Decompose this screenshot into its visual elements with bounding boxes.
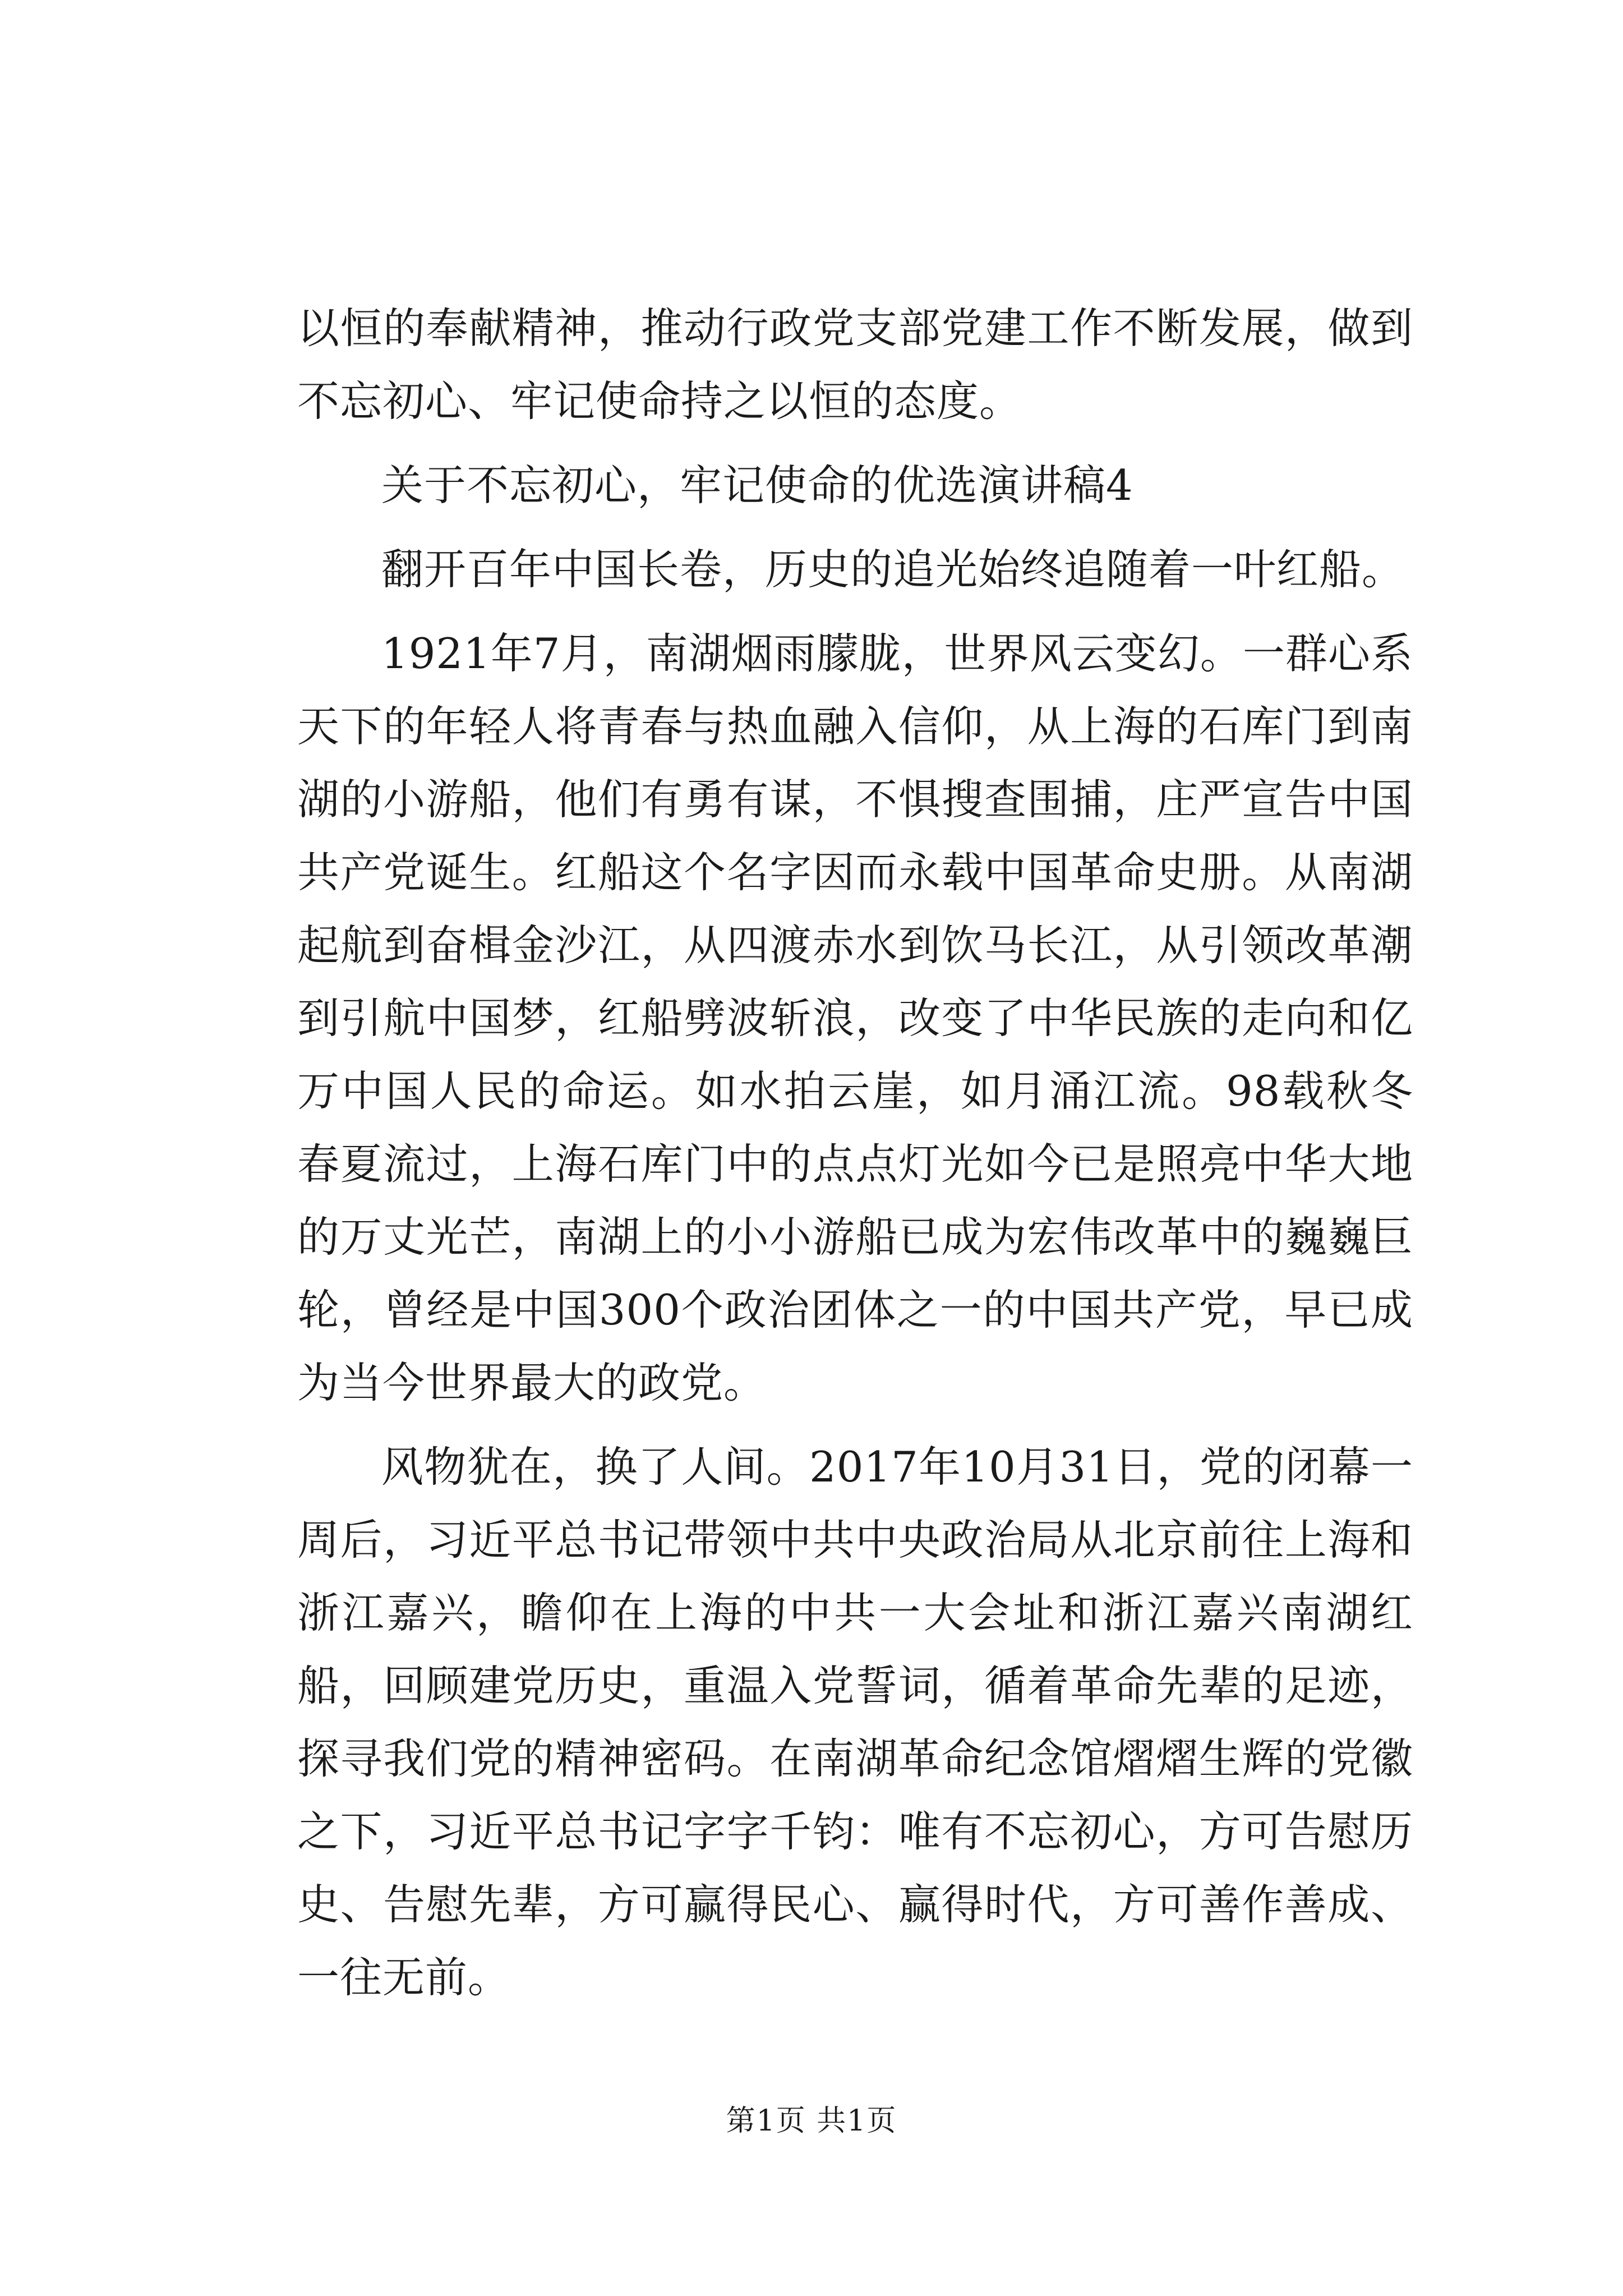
page-footer [0,2097,1623,2139]
document-body [297,292,1413,2014]
paragraph-history: 1921年7月，南湖烟雨朦胧，世界风云变幻。一群心系天下的年轻人将青春与热血融入信仰，从上海的石库门到南湖的小游船，他们有勇有谋，不惧搜查围捕，庄严宣告中国共产党诞生。红船这个名字因而永载中国革命史册。从南湖起航到奋楫金沙江，从四渡赤水到饮马长江，从引领改革潮到引航中国梦，红船劈波斩浪，改变了中华民族的走向和亿万中国人民的命运。如水拍云崖，如月涌江流。98载秋冬春夏流过，上海石库门中的点点灯光如今已是照亮中华大地的万丈光芒，南湖上的小小游船已成为宏伟改革中的巍巍巨轮，曾经是中国300个政治团体之一的中国共产党，早已成为当今世界最大的政党。 [297,629,1413,1407]
section-heading: 关于不忘初心，牢记使命的优选演讲稿4 [381,461,1133,510]
paragraph-visit: 风物犹在，换了人间。2017年10月31日，党的闭幕一周后，习近平总书记带领中共中央政治局从北京前往上海和浙江嘉兴，瞻仰在上海的中共一大会址和浙江嘉兴南湖红船，回顾建党历史，重温入党誓词，循着革命先辈的足迹，探寻我们党的精神密码。在南湖革命纪念馆熠熠生辉的党徽之下，习近平总书记字字千钧：唯有不忘初心，方可告慰历史、告慰先辈，方可赢得民心、赢得时代，方可善作善成、一往无前。 [297,1442,1413,2002]
paragraph-continuation: 以恒的奉献精神，推动行政党支部党建工作不断发展，做到不忘初心、牢记使命持之以恒的态度。 [297,303,1413,426]
page-number-label: 第1页 共1页 [726,2104,897,2138]
paragraph-intro: 翻开百年中国长卷，历史的追光始终追随着一叶红船。 [381,545,1405,594]
